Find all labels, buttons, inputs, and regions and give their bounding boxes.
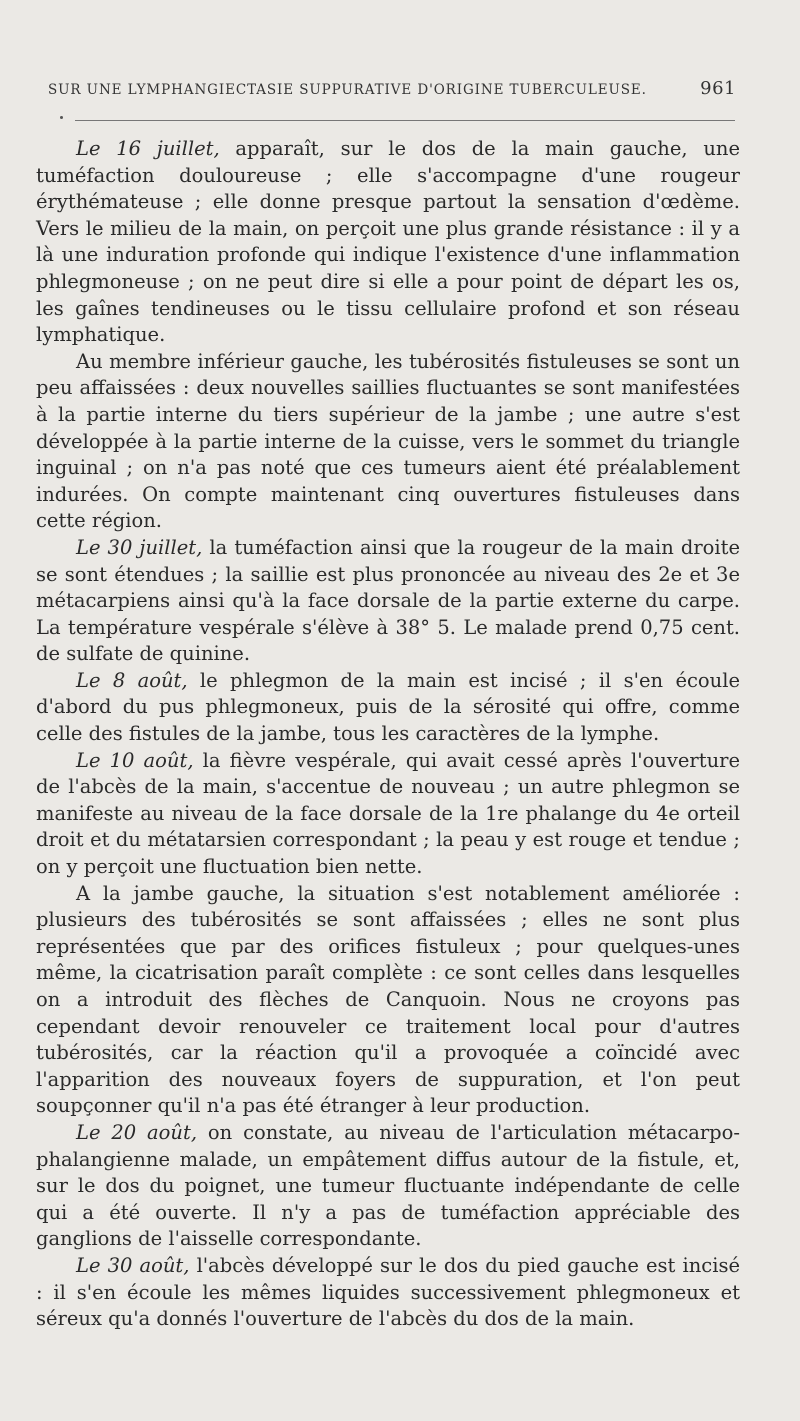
running-header [48,78,736,99]
paragraph-text: Au membre inférieur gauche, les tubérosités fistuleuses se sont un peu affaissées : deux nouvelles saillies fluctuantes se sont manifestées à la partie interne du tiers supérieur de la jambe ; une autre s'est développée à la partie interne de la cuisse, vers le sommet du triangle inguinal ; on n'a pas noté que ces tumeurs aient été préalablement indurées. On compte maintenant cinq ouvertures fistuleuses dans cette région. [36,349,740,533]
paragraph-20-aout [36,1120,740,1253]
paragraph-text: A la jambe gauche, la situation s'est notablement améliorée : plusieurs des tubérosités se sont affaissées ; elles ne sont plus représentées que par des orifices fistuleux ; pour quelques-unes même, la cicatrisation paraît complète : ce sont celles dans lesquelles on a introduit des flèches de Canquoin. Nous ne croyons pas cependant devoir renouveler ce traitement local pour d'autres tubérosités, car la réaction qu'il a provoquée a coïncidé avec l'apparition des nouveaux foyers de suppuration, et l'on peut soupçonner qu'il n'a pas été étranger à leur production. [36,881,740,1118]
paragraph-30-juillet [36,535,740,668]
paragraph-jambe-gauche [36,881,740,1120]
page-number: 961 [700,78,736,99]
paragraph-text: la tuméfaction ainsi que la rougeur de la main droite se sont étendues ; la saillie est plus prononcée au niveau des 2e et 3e métacarpiens ainsi qu'à la face dorsale de la partie externe du carpe. La température vespérale s'élève à 38° 5. Le malade prend 0,75 cent. de sulfate de quinine. [36,535,740,666]
paragraph-30-aout [36,1253,740,1333]
date-label: Le 10 août, [76,748,194,772]
page-body [36,136,740,1333]
date-label: Le 8 août, [76,668,188,692]
paragraph-membre-inferieur [36,349,740,535]
paragraph-8-aout [36,668,740,748]
paragraph-text: apparaît, sur le dos de la main gauche, une tuméfaction douloureuse ; elle s'accompagne d'une rougeur érythémateuse ; elle donne presque partout la sensation d'œdème. Vers le milieu de la main, on perçoit une plus grande résistance : il y a là une induration profonde qui indique l'existence d'une inflammation phlegmoneuse ; on ne peut dire si elle a pour point de départ les os, les gaînes tendineuses ou le tissu cellulaire profond et son réseau lymphatique. [36,137,740,347]
paragraph-text: la fièvre vespérale, qui avait cessé après l'ouverture de l'abcès de la main, s'accentue de nouveau ; un autre phlegmon se manifeste au niveau de la face dorsale de la 1re phalange du 4e orteil droit et du métatarsien correspondant ; la peau y est rouge et tendue ; on y perçoit une fluctuation bien nette. [36,748,740,879]
date-label: Le 30 juillet, [76,535,203,559]
header-dot [60,116,63,119]
paragraph-text: l'abcès développé sur le dos du pied gauche est incisé : il s'en écoule les mêmes liquides successivement phlegmoneux et séreux qu'a donnés l'ouverture de l'abcès du dos de la main. [36,1253,740,1331]
header-rule [75,120,735,121]
running-title: SUR UNE LYMPHANGIECTASIE SUPPURATIVE D'ORIGINE TUBERCULEUSE. [48,82,647,98]
paragraph-10-aout [36,748,740,881]
date-label: Le 20 août, [76,1120,198,1144]
paragraph-16-juillet [36,136,740,349]
date-label: Le 16 juillet, [76,137,220,160]
paragraph-text: le phlegmon de la main est incisé ; il s'en écoule d'abord du pus phlegmoneux, puis de la sérosité qui offre, comme celle des fistules de la jambe, tous les caractères de la lymphe. [36,668,740,746]
date-label: Le 30 août, [76,1253,190,1277]
paragraph-text: on constate, au niveau de l'articulation métacarpo-phalangienne malade, un empâtement diffus autour de la fistule, et, sur le dos du poignet, une tumeur fluctuante indépendante de celle qui a été ouverte. Il n'y a pas de tuméfaction appréciable des ganglions de l'aisselle correspondante. [36,1120,740,1251]
